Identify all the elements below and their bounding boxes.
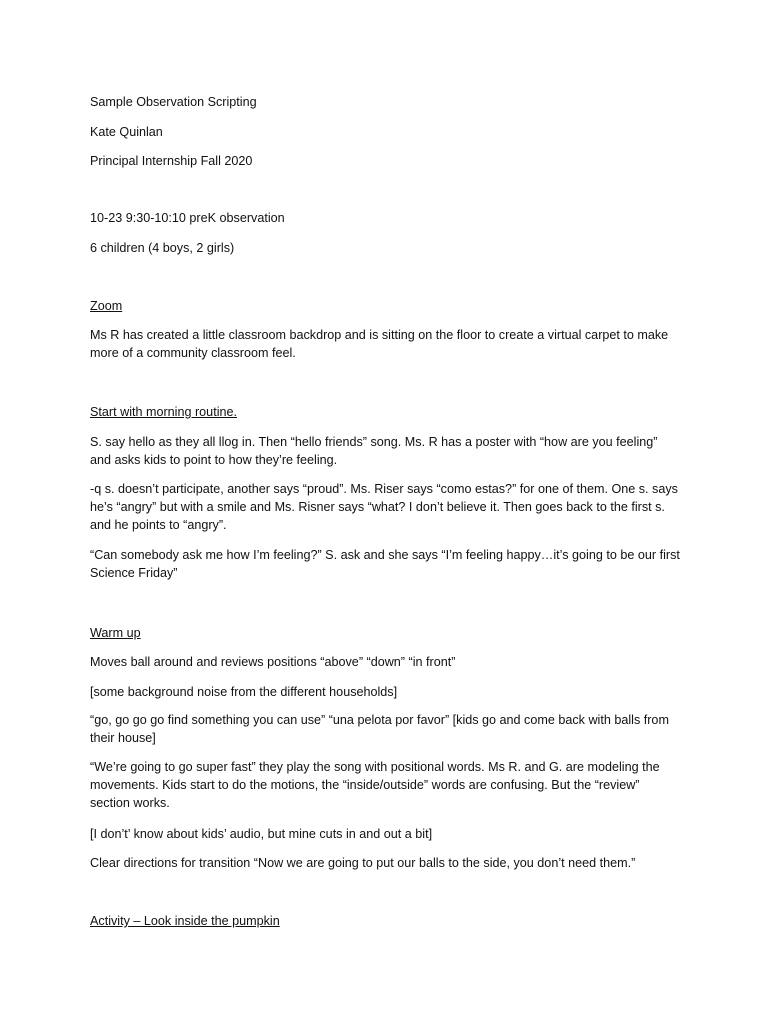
paragraph: [I don’t’ know about kids’ audio, but mine cuts in and out a bit] (90, 827, 433, 841)
paragraph: Clear directions for transition “Now we are going to put our balls to the side, you don’t need them.” (90, 856, 636, 870)
section-heading-morning-routine: Start with morning routine. (90, 405, 237, 419)
course-name: Principal Internship Fall 2020 (90, 154, 253, 168)
paragraph: “Can somebody ask me how I’m feeling?” S. ask and she says “I’m feeling happy…it’s going to be our first Science Friday” (90, 548, 680, 580)
section-heading-warm-up: Warm up (90, 626, 141, 640)
section-heading-activity: Activity – Look inside the pumpkin (90, 914, 280, 928)
paragraph: S. say hello as they all llog in. Then “hello friends” song. Ms. R has a poster with “how are you feeling” and asks kids to point to how they’re feeling. (90, 435, 658, 467)
paragraph: “We’re going to go super fast” they play the song with positional words. Ms R. and G. are modeling the movements. Kids start to do the motions, the “inside/outside” words are confusing. But the “review” section works. (90, 760, 660, 810)
session-info: 10-23 9:30-10:10 preK observation (90, 211, 285, 225)
document-title: Sample Observation Scripting (90, 95, 257, 109)
children-count: 6 children (4 boys, 2 girls) (90, 241, 235, 255)
paragraph: Moves ball around and reviews positions “above” “down” “in front” (90, 655, 456, 669)
paragraph: -q s. doesn’t participate, another says “proud”. Ms. Riser says “como estas?” for one of them. One s. says he’s “angry” but with a smile and Ms. Risner says “what? I don’t believe it. Then goes back to the first s. and he points to “angry”. (90, 482, 678, 532)
paragraph: “go, go go go find something you can use” “una pelota por favor” [kids go and come back with balls from their house] (90, 713, 669, 745)
section-heading-zoom: Zoom (90, 299, 123, 313)
paragraph: [some background noise from the different households] (90, 685, 398, 699)
author-name: Kate Quinlan (90, 125, 163, 139)
paragraph: Ms R has created a little classroom backdrop and is sitting on the floor to create a virtual carpet to make more of a community classroom feel. (90, 328, 669, 360)
